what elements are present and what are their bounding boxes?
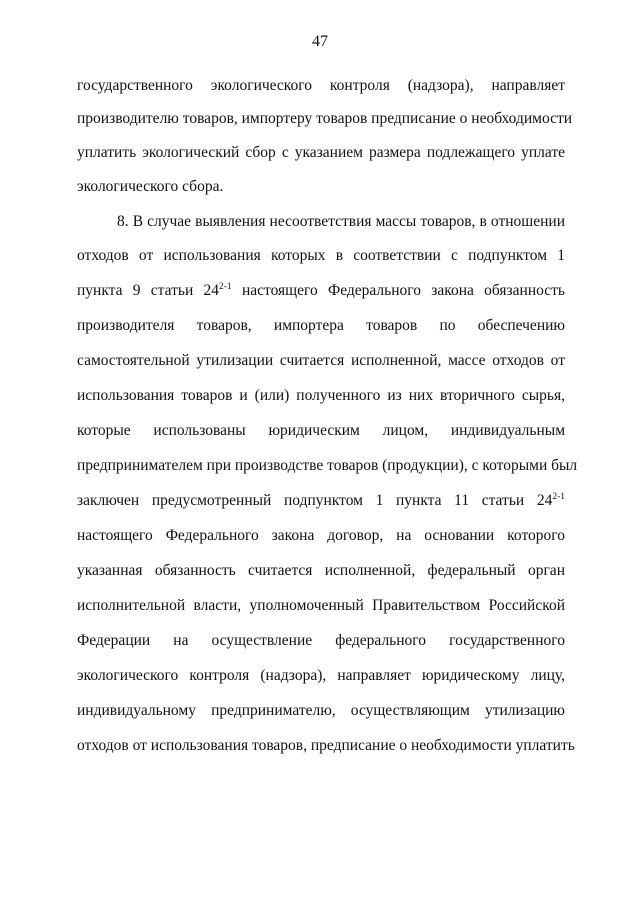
text-line: исполнительной власти, уполномоченный Правительством Российской [77, 597, 565, 614]
text-line-with-superscript [77, 281, 565, 301]
text-line: предпринимателем при производстве товаров (продукции), с которыми был [77, 457, 578, 474]
text-line: государственного экологического контроля (надзора), направляет [77, 77, 565, 94]
text-line: настоящего Федерального закона договор, на основании которого [77, 527, 565, 544]
page-number: 47 [312, 33, 328, 50]
text-line: экологического сбора. [77, 178, 224, 195]
line-text-after: настоящего Федерального закона обязанность [231, 282, 565, 299]
article-superscript: 2-1 [219, 282, 232, 292]
text-line: самостоятельной утилизации считается исполненной, массе отходов от [77, 352, 565, 369]
text-line: экологического контроля (надзора), направляет юридическому лицу, [77, 667, 565, 684]
line-text: пункта 9 статьи 24 [77, 282, 220, 299]
text-line: уплатить экологический сбор с указанием размера подлежащего уплате [77, 144, 565, 161]
text-line: которые использованы юридическим лицом, индивидуальным [77, 422, 565, 439]
paragraph-8-first-line: 8. В случае выявления несоответствия массы товаров, в отношении [117, 213, 565, 230]
text-line: отходов от использования которых в соответствии с подпунктом 1 [77, 247, 565, 264]
line-text: заключен предусмотренный подпунктом 1 пункта 11 статьи 24 [77, 492, 553, 509]
text-line: Федерации на осуществление федерального государственного [77, 632, 565, 649]
text-line: производителя товаров, импортера товаров по обеспечению [77, 317, 565, 334]
text-line: производителю товаров, импортеру товаров предписание о необходимости [77, 110, 573, 127]
article-superscript: 2-1 [552, 492, 565, 502]
text-line-with-superscript [77, 491, 565, 511]
text-line: отходов от использования товаров, предписание о необходимости уплатить [77, 737, 575, 754]
text-line: указанная обязанность считается исполненной, федеральный орган [77, 562, 565, 579]
text-line: использования товаров и (или) полученного из них вторичного сырья, [77, 387, 565, 404]
text-line: индивидуальному предпринимателю, осуществляющим утилизацию [77, 702, 565, 719]
